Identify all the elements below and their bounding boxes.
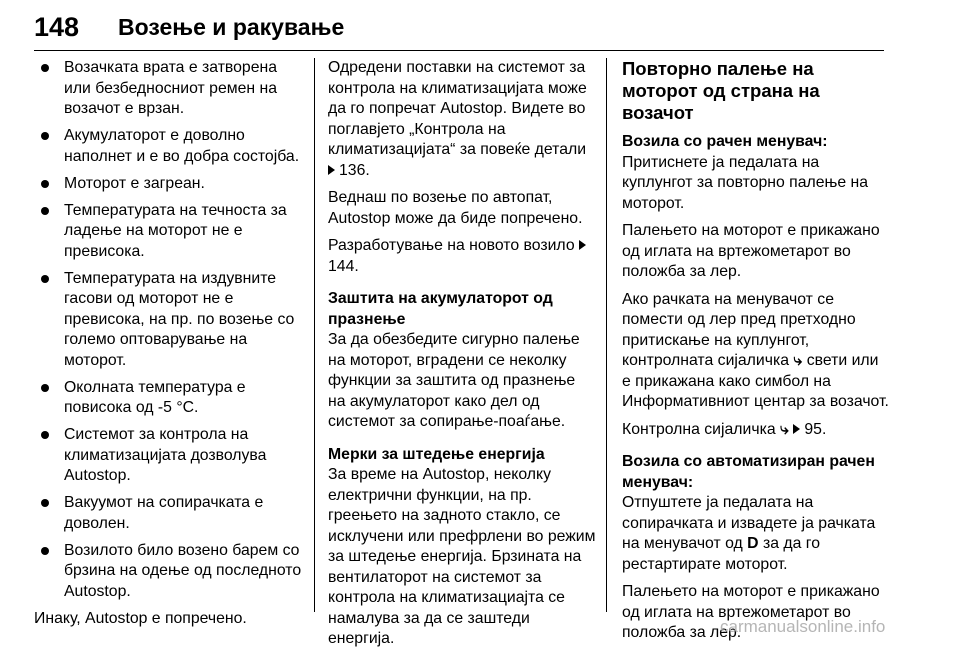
page-reference[interactable]: 144. <box>328 257 359 275</box>
paragraph: Отпуштете ја педалата на сопирачката и извадете ја рачката на менувачот од D за да го рестартирате моторот. <box>622 494 876 573</box>
paragraph: Разработување на новото возило 144. <box>328 236 596 277</box>
watermark: carmanualsonline.info <box>720 617 886 636</box>
subheading: Заштита на акумулаторот од празнење <box>328 290 553 328</box>
paragraph: За време на Autostop, неколку електрични функции, на пр. греењето на задното стакло, се исклучени или префрлени во режим за штедење енергија. Брзината на вентилаторот на системот за контрола на климатизациајта се намалува за да се заштеди енергија. <box>328 466 596 647</box>
arrow-right-icon <box>793 424 800 434</box>
column-divider-2 <box>606 58 607 612</box>
bullet-icon <box>41 384 49 392</box>
paragraph: Палењето на моторот е прикажано од иглата на вртежометарот во положба за лер. <box>622 222 880 280</box>
column-divider-1 <box>314 58 315 612</box>
header-rule <box>34 50 884 51</box>
subheading: Возила со рачен менувач: <box>622 133 828 150</box>
page-number: 148 <box>34 12 80 42</box>
subheading: Мерки за штедење енергија <box>328 445 545 463</box>
bullet-icon <box>41 499 49 507</box>
list-item: Моторот е загреан. <box>34 174 304 195</box>
list-item: Температурата на издувните гасови од моторот не е превисока, на пр. по возење со големо оптоварување на моторот. <box>34 269 304 372</box>
subheading: Возила со автоматизиран рачен менувач: <box>622 453 875 491</box>
column-3 <box>622 58 890 651</box>
column-1 <box>34 58 304 636</box>
bullet-icon <box>41 431 49 439</box>
arrow-right-icon <box>579 240 586 250</box>
bullet-icon <box>41 64 49 72</box>
bullet-icon <box>41 180 49 188</box>
list-item: Температурата на течноста за ладење на моторот не е превисока. <box>34 201 304 263</box>
arrow-right-icon <box>328 165 335 175</box>
column-2 <box>328 58 596 657</box>
bullet-icon <box>41 547 49 555</box>
section-title: Повторно палење на моторот од страна на возачот <box>622 58 820 123</box>
gear-label: D <box>747 535 759 552</box>
closing-text: Инаку, Autostop е попречено. <box>34 609 247 627</box>
chapter-title: Возење и ракување <box>118 14 345 40</box>
start-stop-lamp-icon: ⤷ <box>793 352 803 369</box>
paragraph: Ако рачката на менувачот се помести од лер пред претходно притискање на куплунгот, контролната сијаличка ⤷ свети или е прикажана како симбол на Информативниот центар за возачот. <box>622 290 889 410</box>
bullet-icon <box>41 207 49 215</box>
paragraph: Контролна сијаличка ⤷ 95. <box>622 420 827 438</box>
bullet-icon <box>41 275 49 283</box>
paragraph: Одредени поставки на системот за контрола на климатизацијата може да го попречат Autostop. Видете во поглавјето „Контрола на климатизацијата“ за повеќе детали 136. <box>328 59 587 179</box>
page-header <box>34 12 914 52</box>
conditions-list <box>34 58 304 602</box>
paragraph: За да обезбедите сигурно палење на моторот, вградени се неколку функции за заштита од празнење на акумулаторот како дел од системот за сопирање-поаѓање. <box>328 331 580 430</box>
bullet-icon <box>41 132 49 140</box>
list-item: Системот за контрола на климатизацијата дозволува Autostop. <box>34 425 304 487</box>
page-reference[interactable]: 95. <box>804 420 827 438</box>
page-reference[interactable]: 136. <box>339 161 370 179</box>
list-item: Возачката врата е затворена или безбедносниот ремен на возачот е врзан. <box>34 58 304 120</box>
list-item: Возилото било возено барем со брзина на одење од последното Autostop. <box>34 541 304 603</box>
start-stop-lamp-icon: ⤷ <box>780 420 789 438</box>
list-item: Вакуумот на сопирачката е доволен. <box>34 493 304 534</box>
paragraph: Веднаш по возење по автопат, Autostop може да биде попречено. <box>328 189 583 227</box>
paragraph: Притиснете ја педалата на куплунгот за повторно палење на моторот. <box>622 153 869 212</box>
list-item: Околната температура е повисока од -5 °C. <box>34 378 304 419</box>
paragraph: Палењето на моторот е прикажано од иглата на вртежометарот во положба за лер. <box>622 583 880 641</box>
list-item: Акумулаторот е доволно наполнет и е во добра состојба. <box>34 126 304 167</box>
